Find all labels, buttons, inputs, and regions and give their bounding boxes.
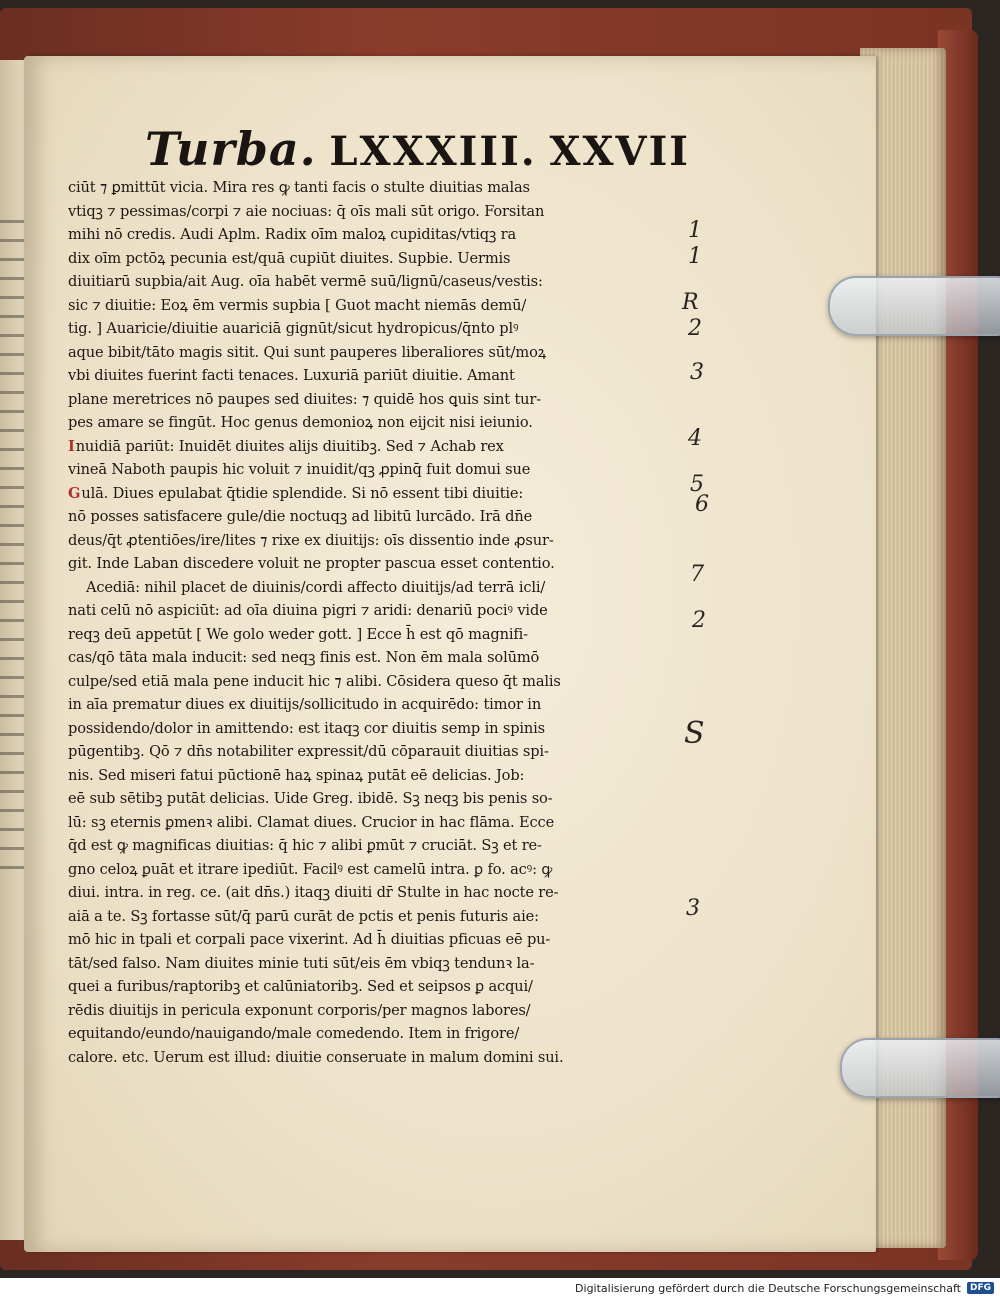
text-line: diuitiarū supbia/ait Aug. oīa habēt vermē suū/lignū/caseus/vestis: — [68, 273, 543, 290]
margin-note: 2 — [692, 608, 706, 633]
text-line: gno celoꝝ ꝑuāt et itrare ipediūt. Facilꝰ est camelū intra. ꝑ fo. acꝰ: ꝙ — [68, 860, 553, 878]
credit-footer — [0, 1278, 1000, 1298]
text-line: nis. Sed miseri fatui pūctionē haꝝ spinaꝝ putāt eē delicias. Job: — [68, 766, 525, 784]
running-head-number: LXXXIII. — [329, 128, 537, 175]
margin-note: 4 — [688, 426, 702, 451]
text-line: vbi diuites fuerint facti tenaces. Luxuriā pariūt diuitie. Amant — [68, 367, 515, 384]
text-line: possidendo/dolor in amittendo: est itaqꝫ cor diuitis semp in spinis — [68, 719, 546, 737]
page-clip-top — [828, 276, 1000, 336]
running-head-word: Turba. — [145, 122, 317, 176]
text-line: diui. intra. in reg. ce. (ait dn̄s.) itaqꝫ diuiti dr̄ Stulte in hac nocte re- — [68, 884, 559, 901]
funding-credit: Digitalisierung gefördert durch die Deutsche Forschungsgemeinschaft — [575, 1281, 961, 1295]
dfg-logo: DFG — [967, 1282, 994, 1294]
text-line: cas/qō tāta mala inducit: sed neqꝫ finis est. Non ēm mala solūmō — [68, 649, 540, 666]
text-line: pes amare se fingūt. Hoc genus demonioꝝ non eijcit nisi ieiunio. — [68, 414, 533, 431]
text-line: lū: sꝫ eternis ꝑmenꝛ alibi. Clamat diues. Crucior in hac flāma. Ecce — [68, 813, 555, 831]
body-text — [68, 176, 668, 1069]
text-line: Inuidiā pariūt: Inuidēt diuites alijs diuitibꝫ. Sed ⁊ Achab rex — [68, 437, 504, 455]
text-line: dix oīm pctōꝝ pecunia est/quā cupiūt diuites. Supbie. Uermis — [68, 249, 511, 267]
text-line: rēdis diuitijs in pericula exponunt corporis/per magnos labores/ — [68, 1001, 531, 1019]
text-line: tig. ] Auaricie/diuitie auariciā gignūt/sicut hydropicus/q̄nto plꝰ — [68, 320, 519, 337]
margin-note: 2 — [688, 316, 702, 341]
margin-note: R — [682, 290, 699, 315]
text-line: q̄d est ꝙ magnificas diuitias: q̄ hic ⁊ alibi ꝑmūt ⁊ cruciāt. Sꝫ et re- — [68, 837, 542, 854]
margin-note: S — [684, 716, 705, 751]
text-line: deus/q̄t ꝓtentiōes/ire/lites ⁊ rixe ex diuitijs: oīs dissentio inde ꝓsur- — [68, 531, 554, 549]
margin-note: 1 — [688, 218, 702, 243]
page-header — [145, 122, 690, 178]
text-line: git. Inde Laban discedere voluit ne propter pascua esset contentio. — [68, 555, 555, 572]
text-line: calore. etc. Uerum est illud: diuitie conseruate in malum domini sui. — [68, 1048, 564, 1066]
margin-note: 5 — [690, 472, 704, 497]
text-line: mō hic in tpali et corpali pace vixerint. Ad h̄ diuitias pficuas eē pu- — [68, 931, 551, 948]
rubricated-initial: I — [68, 437, 75, 455]
margin-note: 1 — [688, 244, 702, 269]
text-line: sic ⁊ diuitie: Eoꝝ ēm vermis supbia [ Guot macht niemās demū/ — [68, 296, 527, 314]
rubricated-initial: G — [68, 484, 81, 502]
margin-note: 3 — [690, 360, 704, 385]
folio-number: XXVII — [549, 128, 690, 175]
text-line: nō posses satisfacere gule/die noctuqꝫ ad libitū lurcādo. Irā dn̄e — [68, 508, 533, 525]
text-line: equitando/eundo/nauigando/male comedendo. Item in frigore/ — [68, 1025, 520, 1042]
text-line: plane meretrices nō paupes sed diuites: ⁊ quidē hos ꝗuis sint tur- — [68, 390, 542, 408]
text-line: tāt/sed falso. Nam diuites minie tuti sūt/eis ēm vbiqꝫ tendunꝛ la- — [68, 954, 535, 972]
text-line: Acediā: nihil placet de diuinis/cordi affecto diuitijs/ad terrā icli/ — [86, 578, 546, 596]
text-line: eē sub sētibꝫ putāt delicias. Uide Greg. ibidē. Sꝫ neqꝫ bis penis so- — [68, 790, 553, 807]
text-line: pūgentibꝫ. Qō ⁊ dn̄s notabiliter expressit/dū cōparauit diuitias spi- — [68, 743, 549, 760]
margin-note: 3 — [686, 896, 700, 921]
text-line: nati celū nō aspiciūt: ad oīa diuina pigri ⁊ aridi: denariū pociꝰ vide — [68, 602, 548, 619]
text-line: mihi nō credis. Audi Aplm. Radix oīm maloꝝ cupiditas/vtiqꝫ ra — [68, 226, 517, 243]
text-line: aiā a te. Sꝫ fortasse sūt/q̄ parū curāt de pctis et penis futuris aie: — [68, 907, 539, 925]
text-line: quei a furibus/raptoribꝫ et calūniatoribꝫ. Sed et seipsos ꝑ acqui/ — [68, 978, 533, 995]
text-line: vineā Naboth paupis hic voluit ⁊ inuidit/qꝫ ꝓpinq̄ fuit domui sue — [68, 461, 531, 478]
text-line: aque bibit/tāto magis sitit. Qui sunt pauperes liberaliores sūt/moꝝ — [68, 343, 547, 361]
text-line: reqꝫ deū appetūt [ We golo weder gott. ] Ecce h̄ est qō magnifi- — [68, 625, 528, 643]
text-line: ciūt ⁊ ꝑmittūt vicia. Mira res ꝙ tanti facis o stulte diuitias malas — [68, 179, 530, 196]
margin-note: 6 — [695, 492, 709, 517]
page-clip-bottom — [840, 1038, 1000, 1098]
text-line: vtiqꝫ ⁊ pessimas/corpi ⁊ aie nociuas: q̄ oīs mali sūt origo. Forsitan — [68, 202, 545, 220]
margin-note: 7 — [690, 562, 704, 587]
text-line: culpe/sed etiā mala pene inducit hic ⁊ alibi. Cōsidera queso q̄t malis — [68, 672, 561, 690]
text-line: in aīa prematur diues ex diuitijs/sollicitudo in acquirēdo: timor in — [68, 696, 542, 713]
text-line: Gulā. Diues epulabat q̄tidie splendide. Si nō essent tibi diuitie: — [68, 484, 524, 502]
